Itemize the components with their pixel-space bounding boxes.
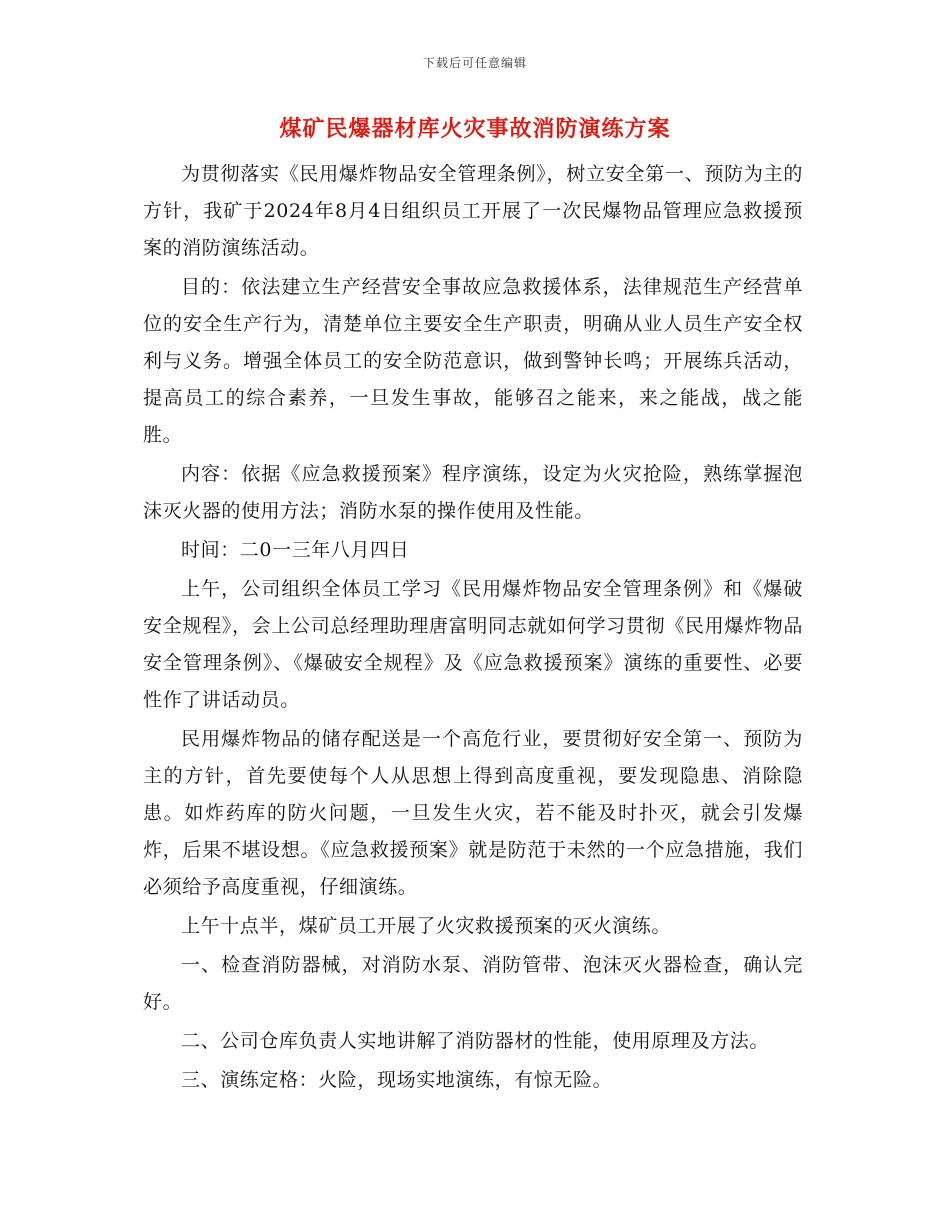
paragraph-time: 时间：二0一三年八月四日 [181,539,410,561]
paragraph-drill-start: 上午十点半，煤矿员工开展了火灾救援预案的灭火演练。 [181,915,672,937]
paragraph-step-3: 三、演练定格：火险，现场实地演练，有惊无险。 [181,1069,613,1091]
paragraph-industry-risk: 民用爆炸物品的储存配送是一个高危行业，要贯彻好安全第一、预防为主的方针，首先要使每个人从思想上得到高度重视，要发现隐患、消除隐患。如炸药库的防火问题，一旦发生火灾，若不能及时扑灭，就会引发爆炸，后果不堪设想。《应急救援预案》就是防范于未然的一个应急措施，我们必须给予高度重视，仔细演练。 [143,728,803,898]
paragraph-morning-study: 上午，公司组织全体员工学习《民用爆炸物品安全管理条例》和《爆破安全规程》，会上公司总经理助理唐富明同志就如何学习贯彻《民用爆炸物品安全管理条例》、《爆破安全规程》及《应急救援预案》演练的重要性、必要性作了讲话动员。 [143,578,803,711]
document-body [143,156,803,1101]
paragraph-step-1: 一、检查消防器械，对消防水泵、消防管带、泡沫灭火器检查，确认完好。 [143,954,803,1013]
document-title: 煤矿民爆器材库火灾事故消防演练方案 [279,116,671,142]
paragraph-step-2: 二、公司仓库负责人实地讲解了消防器材的性能，使用原理及方法。 [181,1030,770,1052]
paragraph-purpose: 目的：依法建立生产经营安全事故应急救援体系，法律规范生产经营单位的安全生产行为，清楚单位主要安全生产职责，明确从业人员生产安全权利与义务。增强全体员工的安全防范意识，做到警钟长鸣；开展练兵活动，提高员工的综合素养，一旦发生事故，能够召之能来，来之能战，战之能胜。 [143,276,803,446]
paragraph-intro: 为贯彻落实《民用爆炸物品安全管理条例》，树立安全第一、预防为主的方针，我矿于2024年8月4日组织员工开展了一次民爆物品管理应急救援预案的消防演练活动。 [143,163,803,259]
header-note: 下载后可任意编辑 [422,56,527,70]
paragraph-content: 内容：依据《应急救援预案》程序演练，设定为火灾抢险，熟练掌握泡沫灭火器的使用方法；消防水泵的操作使用及性能。 [143,463,803,522]
